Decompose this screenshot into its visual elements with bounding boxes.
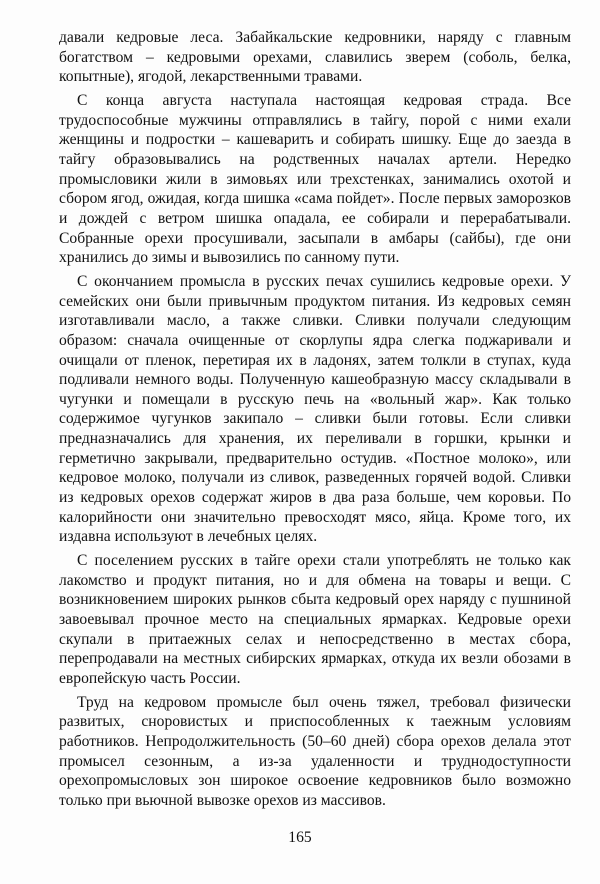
body-text [59, 28, 571, 815]
paragraph-1: давали кедровые леса. Забайкальские кедровники, наряду с главным богатством – кедровыми орехами, славились зверем (соболь, белка, копытные), ягодой, лекарственными травами. [59, 29, 571, 86]
paragraph-2: С конца августа наступала настоящая кедровая страда. Все трудоспособные мужчины отправлялись в тайгу, порой с ними ехали женщины и подростки – кашеварить и собирать шишку. Еще до заезда в тайгу образовывались на родственных началах артели. Нередко промысловики жили в зимовьях или трехстенках, занимались охотой и сбором ягод, ожидая, когда шишка «сама пойдет». После первых заморозков и дождей с ветром шишка опадала, ее собирали и перерабатывали. Собранные орехи просушивали, засыпали в амбары (сайбы), где они хранились до зимы и вывозились по санному пути. [59, 91, 571, 267]
page-number: 165 [288, 829, 312, 846]
paragraph-4: С поселением русских в тайге орехи стали употреблять не только как лакомство и продукт питания, но и для обмена на товары и вещи. С возникновением широких рынков сбыта кедровый орех наряду с пушниной завоевывал прочное место на специальных ярмарках. Кедровые орехи скупали в притаежных селах и непосредственно в местах сбора, перепродавали на местных сибирских ярмарках, откуда их везли обозами в европейскую часть России. [59, 552, 571, 687]
paragraph-3: С окончанием промысла в русских печах сушились кедровые орехи. У семейских они были привычным продуктом питания. Из кедровых семян изготавливали масло, а также сливки. Сливки получали следующим образом: сначала очищенные от скорлупы ядра слегка поджаривали и очищали от пленок, перетирая их в ладонях, затем толкли в ступах, куда подливали немного воды. Полученную кашеобразную массу складывали в чугунки и помещали в русскую печь на «вольный жар». Как только содержимое чугунков закипало – сливки были готовы. Если сливки предназначались для хранения, их переливали в горшки, крынки и герметично закрывали, предварительно остудив. «Постное молоко», или кедровое молоко, получали из сливок, разведенных горячей водой. Сливки из кедровых орехов содержат жиров в два раза больше, чем коровьи. По калорийности они значительно превосходят мясо, яйца. Кроме того, их издавна используют в лечебных целях. [59, 272, 571, 546]
paragraph-5: Труд на кедровом промысле был очень тяжел, требовал физически развитых, сноровистых и приспособленных к таежным условиям работников. Непродолжительность (50–60 дней) сбора орехов делала этот промысел сезонным, а из-за удаленности и труднодоступности орехопромысловых зон широкое освоение кедровников было возможно только при вьючной вывозке орехов из массивов. [59, 693, 571, 809]
